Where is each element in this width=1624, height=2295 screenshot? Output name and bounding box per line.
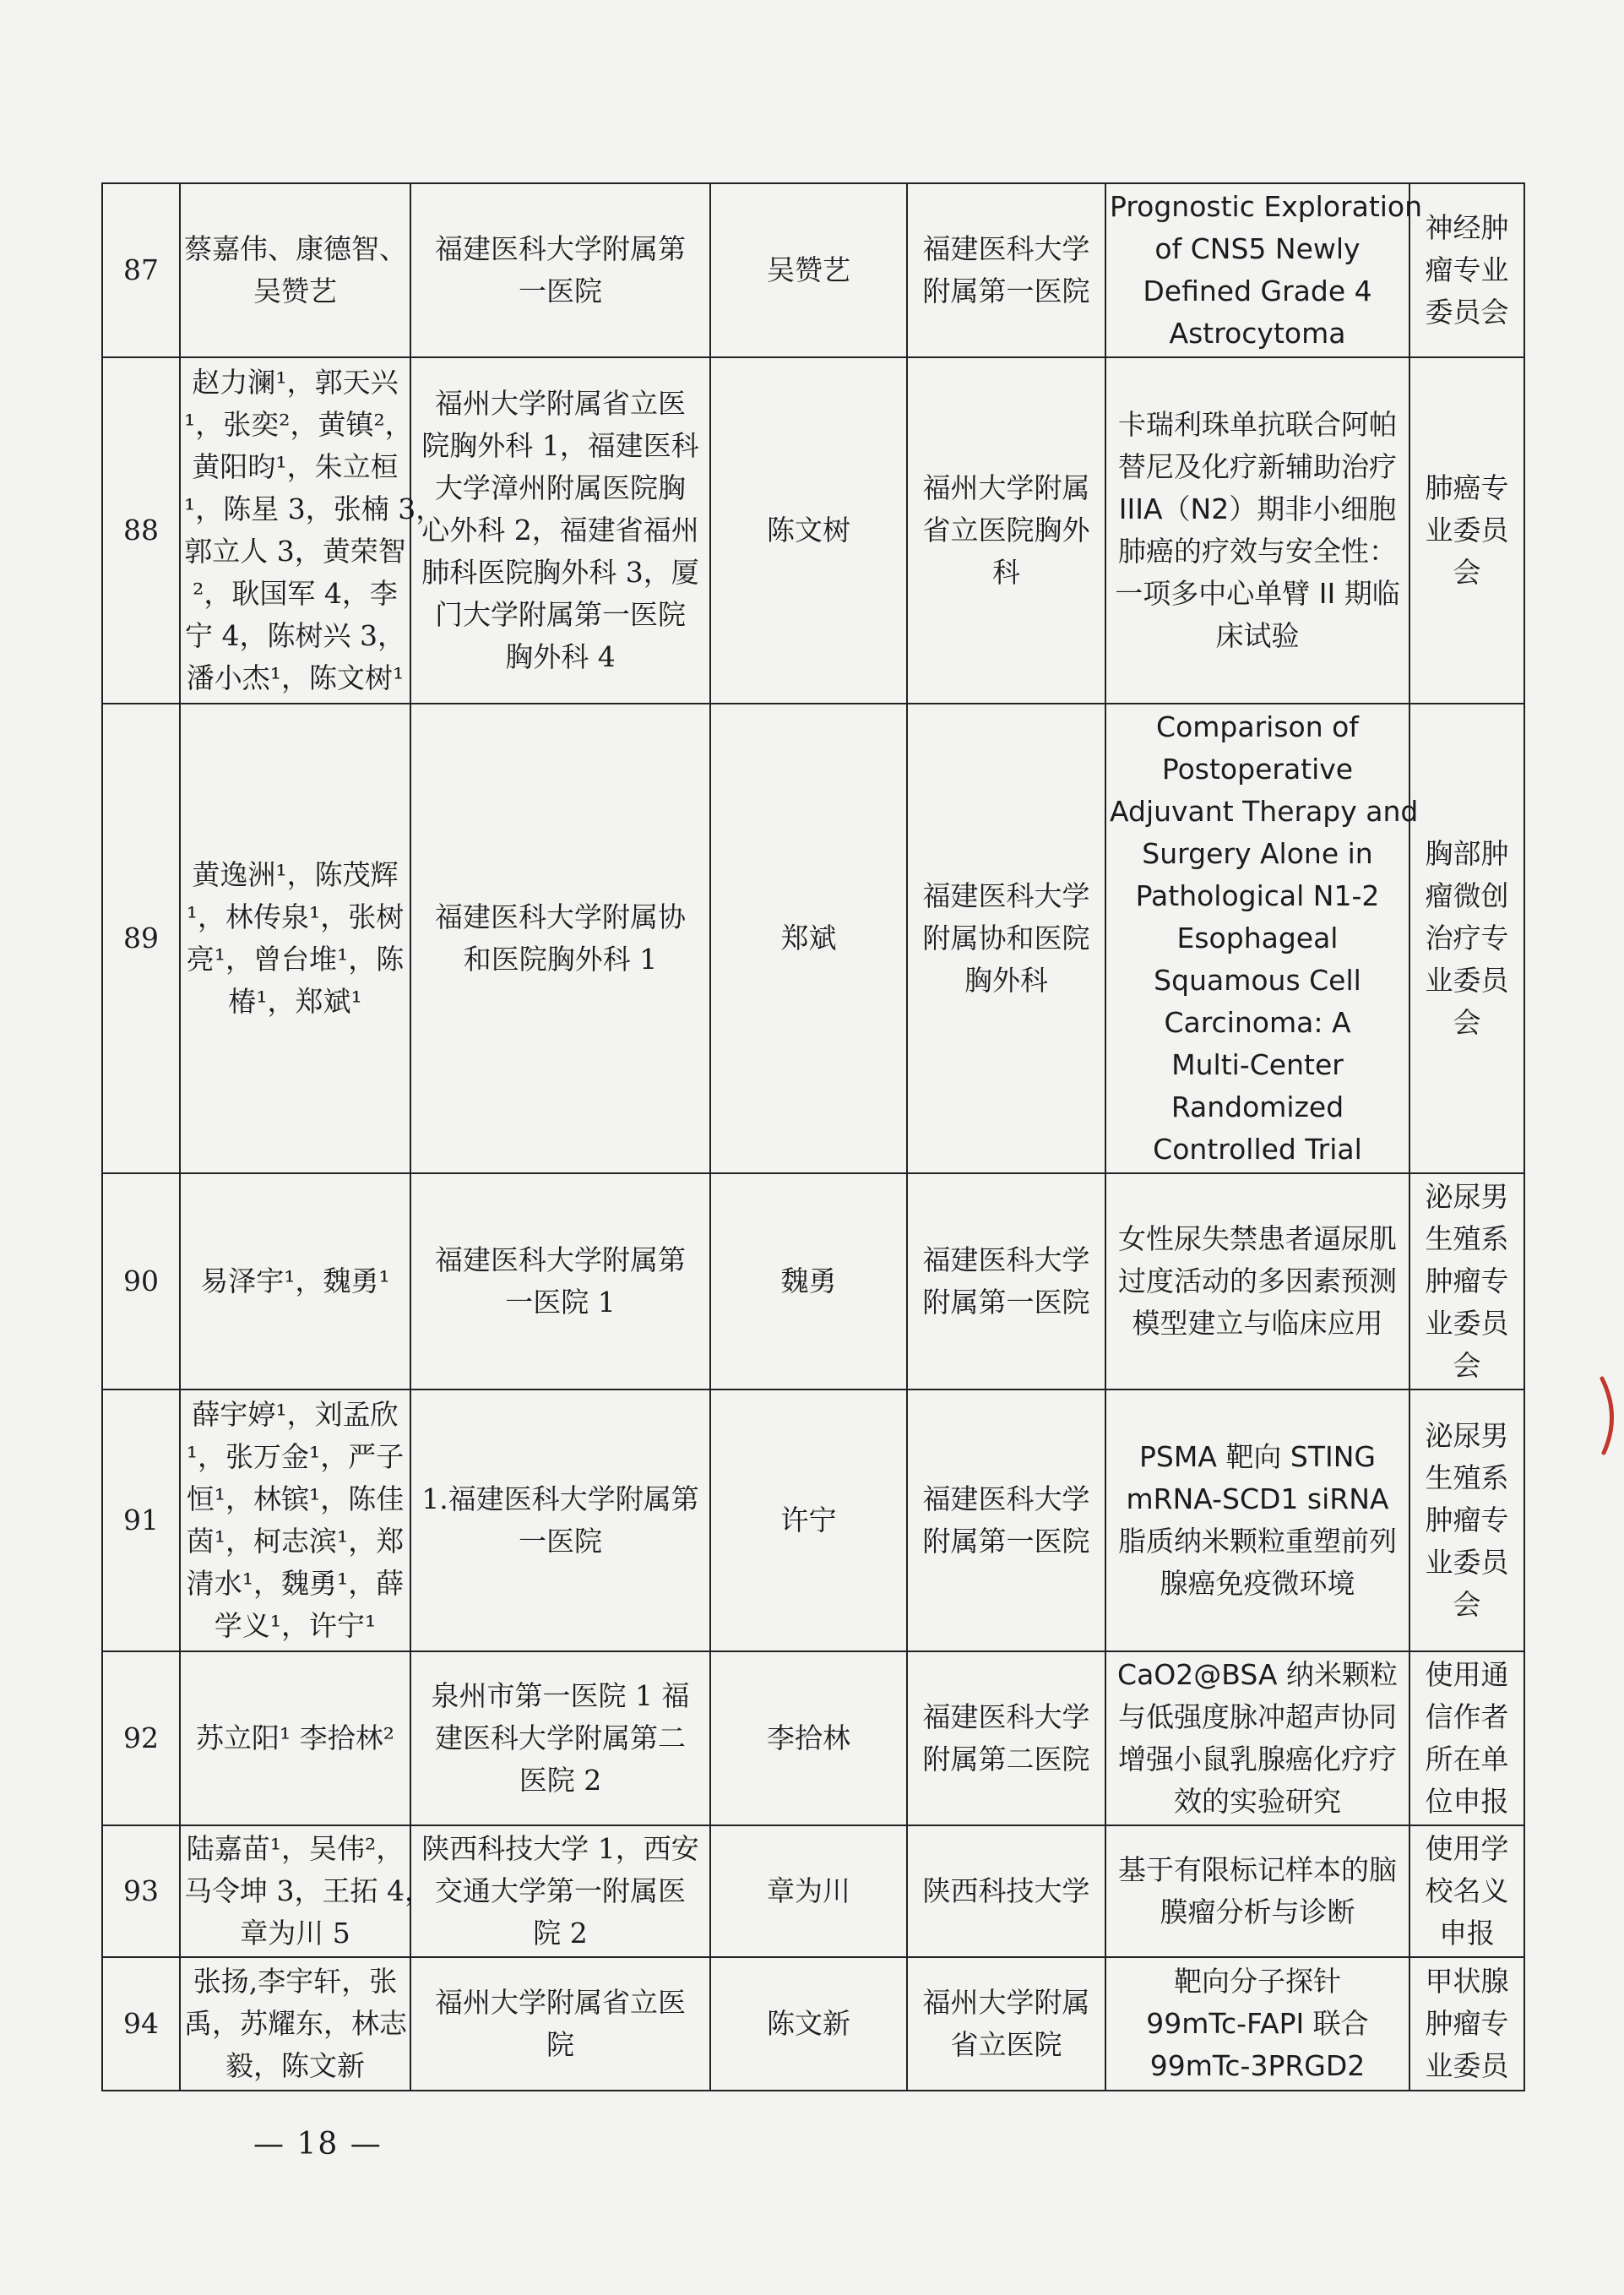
cell-line: 会	[1453, 1006, 1481, 1039]
cell-line: 福州大学附属	[922, 471, 1090, 504]
committee-cell	[1409, 1651, 1524, 1825]
cell-line: Controlled Trial	[1153, 1133, 1362, 1166]
corresponding-unit-cell	[907, 1173, 1105, 1390]
corresponding-author-cell	[710, 704, 907, 1173]
authors-cell	[180, 1173, 410, 1390]
paper-title-cell	[1105, 1957, 1409, 2091]
cell-line: 陈文树	[767, 514, 850, 547]
cell-line: 省立医院胸外	[922, 514, 1090, 547]
cell-line: 一医院 1	[505, 1286, 616, 1319]
cell-line: 吴赞艺	[253, 275, 337, 307]
cell-line: 门大学附属第一医院	[435, 598, 686, 631]
cell-line: 泌尿男	[1425, 1180, 1509, 1213]
cell-line: CaO2@BSA 纳米颗粒	[1117, 1658, 1398, 1691]
corresponding-author-cell	[710, 1825, 907, 1957]
cell-line: 附属第一医院	[922, 1525, 1090, 1558]
table-row	[102, 1825, 1524, 1957]
cell-line: 章为川 5	[240, 1917, 350, 1950]
cell-line: 治疗专	[1425, 922, 1509, 954]
cell-line: 瘤专业	[1425, 253, 1509, 286]
cell-line: 陕西科技大学 1，西安	[421, 1832, 699, 1865]
cell-line: 脂质纳米颗粒重塑前列	[1118, 1525, 1397, 1558]
cell-line: 郭立人 3，黄荣智	[184, 535, 406, 568]
cell-line: 福州大学附属	[922, 1986, 1090, 2019]
cell-line: 神经肿	[1425, 211, 1509, 244]
cell-line: 胸外科 4	[505, 640, 616, 673]
table-row	[102, 1173, 1524, 1390]
cell-line: 郑斌	[780, 922, 837, 954]
cell-line: 易泽宇¹，魏勇¹	[200, 1264, 390, 1297]
author-units-cell	[410, 1825, 710, 1957]
cell-line: Defined Grade 4	[1143, 275, 1372, 307]
corresponding-author-cell	[710, 1390, 907, 1651]
cell-line: 附属协和医院	[922, 922, 1090, 954]
cell-line: 1.福建医科大学附属第	[421, 1482, 699, 1515]
cell-line: 膜瘤分析与诊断	[1160, 1895, 1355, 1928]
committee-cell	[1409, 704, 1524, 1173]
table-row	[102, 357, 1524, 704]
table-row	[102, 183, 1524, 357]
cell-line: 福建医科大学	[922, 232, 1090, 265]
cell-line: 胸部肿	[1425, 837, 1509, 870]
cell-line: 委员会	[1425, 296, 1509, 329]
cell-line: 福州大学附属省立医	[435, 387, 686, 420]
corresponding-unit-cell	[907, 1825, 1105, 1957]
authors-cell	[180, 357, 444, 704]
cell-line: 肺癌专	[1425, 471, 1509, 504]
cell-line: 苏立阳¹ 李拾林²	[196, 1721, 394, 1754]
cell-line: 99mTc-3PRGD2	[1149, 2049, 1366, 2082]
cell-line: of CNS5 Newly	[1154, 232, 1361, 265]
cell-line: 陕西科技大学	[922, 1874, 1090, 1907]
cell-line: 肺癌的疗效与安全性：	[1118, 535, 1397, 568]
author-units-cell	[410, 704, 710, 1173]
cell-line: 申报	[1439, 1917, 1495, 1950]
cell-line: 靶向分子探针	[1174, 1965, 1341, 1998]
page-number: — 18 —	[253, 2127, 383, 2162]
cell-line: 肿瘤专	[1425, 2007, 1509, 2040]
cell-line: 亮¹，曾台堆¹，陈	[186, 943, 405, 976]
author-units-cell	[410, 183, 710, 357]
cell-line: 使用通	[1425, 1658, 1509, 1691]
cell-line: Adjuvant Therapy and	[1110, 795, 1419, 828]
corresponding-unit-cell	[907, 183, 1105, 357]
cell-line: 腺癌免疫微环境	[1160, 1567, 1355, 1600]
corresponding-unit-cell	[907, 357, 1105, 704]
authors-cell	[180, 704, 410, 1173]
cell-line: 医院 2	[519, 1764, 602, 1797]
cell-line: 所在单	[1425, 1743, 1509, 1776]
cell-line: 蔡嘉伟、康德智、	[184, 232, 407, 265]
corresponding-author-cell	[710, 1173, 907, 1390]
row-number: 92	[102, 1651, 180, 1825]
cell-line: 张扬,李宇轩，张	[193, 1965, 398, 1998]
cell-line: 女性尿失禁患者逼尿肌	[1118, 1222, 1397, 1255]
cell-line: 肺科医院胸外科 3，厦	[421, 556, 699, 589]
cell-line: 清水¹，魏勇¹，薛	[186, 1567, 405, 1600]
cell-line: 福建医科大学	[922, 879, 1090, 912]
cell-line: Pathological N1-2	[1135, 879, 1380, 912]
cell-line: 省立医院	[950, 2028, 1062, 2061]
paper-title-cell	[1105, 1651, 1409, 1825]
row-number: 89	[102, 704, 180, 1173]
corresponding-unit-cell	[907, 704, 1105, 1173]
corresponding-unit-cell	[907, 1390, 1105, 1651]
cell-line: ²，耿国军 4，李	[193, 577, 398, 610]
cell-line: ¹，陈星 3，张楠 3，	[184, 492, 444, 525]
cell-line: 院	[546, 2028, 574, 2061]
cell-line: 恒¹，林镔¹，陈佳	[186, 1482, 405, 1515]
cell-line: 肿瘤专	[1425, 1504, 1509, 1536]
cell-line: 肿瘤专	[1425, 1264, 1509, 1297]
cell-line: 效的实验研究	[1174, 1785, 1341, 1818]
cell-line: Carcinoma: A	[1164, 1006, 1351, 1039]
author-units-cell	[410, 1390, 710, 1651]
committee-cell	[1409, 1173, 1524, 1390]
corresponding-author-cell	[710, 183, 907, 357]
author-units-cell	[410, 357, 710, 704]
cell-line: 福建医科大学附属第	[435, 232, 686, 265]
cell-line: 院胸外科 1，福建医科	[421, 429, 699, 462]
cell-line: 陈文新	[767, 2007, 850, 2040]
corresponding-author-cell	[710, 1651, 907, 1825]
cell-line: 基于有限标记样本的脑	[1118, 1853, 1397, 1886]
authors-cell	[180, 183, 410, 357]
cell-line: 科	[992, 556, 1020, 589]
paper-title-cell	[1105, 1173, 1409, 1390]
table-row	[102, 1957, 1524, 2091]
row-number: 87	[102, 183, 180, 357]
row-number: 91	[102, 1390, 180, 1651]
row-number: 88	[102, 357, 180, 704]
cell-line: 附属第一医院	[922, 275, 1090, 307]
cell-line: Prognostic Exploration	[1110, 190, 1423, 223]
cell-line: 宁 4，陈树兴 3，	[185, 619, 405, 652]
cell-line: 黄阳昀¹，朱立桓	[192, 450, 399, 483]
committee-cell	[1409, 1390, 1524, 1651]
cell-line: 业委员	[1425, 1546, 1509, 1579]
cell-line: 一医院	[519, 275, 602, 307]
corresponding-author-cell	[710, 357, 907, 704]
cell-line: Surgery Alone in	[1142, 837, 1373, 870]
cell-line: 福建医科大学	[922, 1700, 1090, 1733]
cell-line: Randomized	[1170, 1090, 1344, 1123]
committee-cell	[1409, 1825, 1524, 1957]
cell-line: 福建医科大学附属协	[435, 900, 686, 933]
corresponding-unit-cell	[907, 1957, 1105, 2091]
cell-line: ¹，张奕²，黄镇²，	[184, 408, 413, 441]
cell-line: Squamous Cell	[1154, 964, 1361, 997]
cell-line: 章为川	[767, 1874, 850, 1907]
author-units-cell	[410, 1957, 710, 2091]
cell-line: 业委员	[1425, 964, 1509, 997]
cell-line: 替尼及化疗新辅助治疗	[1118, 450, 1397, 483]
cell-line: 赵力澜¹，郭天兴	[192, 366, 399, 399]
cell-line: 黄逸洲¹，陈茂辉	[192, 858, 399, 891]
cell-line: 许宁	[780, 1504, 837, 1536]
cell-line: 泌尿男	[1425, 1419, 1509, 1452]
cell-line: ¹，张万金¹，严子	[186, 1440, 405, 1473]
authors-cell	[180, 1825, 432, 1957]
paper-title-cell	[1105, 704, 1419, 1173]
cell-line: 增强小鼠乳腺癌化疗疗	[1118, 1743, 1397, 1776]
authors-cell	[180, 1957, 410, 2091]
row-number: 90	[102, 1173, 180, 1390]
cell-line: 茵¹，柯志滨¹，郑	[186, 1525, 405, 1558]
cell-line: 附属第一医院	[922, 1286, 1090, 1319]
cell-line: 位申报	[1425, 1785, 1509, 1818]
cell-line: 会	[1453, 556, 1481, 589]
cell-line: Astrocytoma	[1169, 317, 1346, 350]
cell-line: 李拾林	[767, 1721, 850, 1754]
cell-line: 潘小杰¹，陈文树¹	[186, 661, 405, 694]
cell-line: 瘤微创	[1425, 879, 1509, 912]
committee-cell	[1409, 1957, 1524, 2091]
cell-line: 建医科大学附属第二	[435, 1721, 686, 1754]
committee-cell	[1409, 357, 1524, 704]
cell-line: 信作者	[1425, 1700, 1509, 1733]
paper-title-cell	[1105, 1390, 1409, 1651]
authors-cell	[180, 1651, 410, 1825]
cell-line: 99mTc-FAPI 联合	[1146, 2007, 1369, 2040]
cell-line: 福建医科大学	[922, 1243, 1090, 1276]
cell-line: 福建医科大学附属第	[435, 1243, 686, 1276]
paper-title-cell	[1105, 1825, 1409, 1957]
cell-line: 过度活动的多因素预测	[1118, 1264, 1397, 1297]
award-table	[101, 182, 1525, 2091]
cell-line: 禹，苏耀东，林志	[184, 2007, 407, 2040]
cell-line: 泉州市第一医院 1 福	[431, 1679, 690, 1712]
table-row	[102, 704, 1524, 1173]
cell-line: 一项多中心单臂 II 期临	[1115, 577, 1400, 610]
committee-cell	[1409, 183, 1524, 357]
cell-line: 使用学	[1425, 1832, 1509, 1865]
cell-line: 魏勇	[780, 1264, 837, 1297]
cell-line: 会	[1453, 1349, 1481, 1382]
row-number: 93	[102, 1825, 180, 1957]
cell-line: 大学漳州附属医院胸	[435, 471, 686, 504]
cell-line: 椿¹，郑斌¹	[228, 985, 362, 1018]
cell-line: IIIA（N2）期非小细胞	[1118, 492, 1397, 525]
row-number: 94	[102, 1957, 180, 2091]
cell-line: 一医院	[519, 1525, 602, 1558]
corresponding-unit-cell	[907, 1651, 1105, 1825]
cell-line: 薛宇婷¹，刘孟欣	[192, 1398, 399, 1431]
corresponding-author-cell	[710, 1957, 907, 2091]
cell-line: 交通大学第一附属医	[435, 1874, 686, 1907]
cell-line: 学义¹，许宁¹	[214, 1609, 377, 1642]
cell-line: 会	[1453, 1588, 1481, 1621]
cell-line: Multi-Center	[1171, 1048, 1344, 1081]
table-row	[102, 1390, 1524, 1651]
authors-cell	[180, 1390, 410, 1651]
cell-line: 生殖系	[1425, 1222, 1509, 1255]
cell-line: 马令坤 3，王拓 4，	[184, 1874, 432, 1907]
paper-title-cell	[1105, 183, 1423, 357]
table-row	[102, 1651, 1524, 1825]
cell-line: 生殖系	[1425, 1461, 1509, 1494]
red-margin-mark	[1599, 1377, 1624, 1455]
cell-line: Postoperative	[1161, 753, 1354, 786]
cell-line: 校名义	[1425, 1874, 1509, 1907]
cell-line: mRNA-SCD1 siRNA	[1126, 1482, 1389, 1515]
cell-line: 心外科 2，福建省福州	[421, 514, 699, 547]
cell-line: 模型建立与临床应用	[1132, 1307, 1383, 1340]
cell-line: 卡瑞利珠单抗联合阿帕	[1118, 408, 1397, 441]
cell-line: 陆嘉苗¹，吴伟²，	[186, 1832, 405, 1865]
cell-line: 甲状腺	[1425, 1965, 1509, 1998]
cell-line: 吴赞艺	[767, 253, 850, 286]
cell-line: 胸外科	[964, 964, 1048, 997]
cell-line: 和医院胸外科 1	[463, 943, 658, 976]
cell-line: 福州大学附属省立医	[435, 1986, 686, 2019]
author-units-cell	[410, 1173, 710, 1390]
cell-line: ¹，林传泉¹，张树	[186, 900, 405, 933]
cell-line: Comparison of	[1156, 710, 1359, 743]
cell-line: 业委员	[1425, 514, 1509, 547]
cell-line: 院 2	[533, 1917, 588, 1950]
paper-title-cell	[1105, 357, 1409, 704]
cell-line: 福建医科大学	[922, 1482, 1090, 1515]
cell-line: 业委员	[1425, 2049, 1509, 2082]
author-units-cell	[410, 1651, 710, 1825]
cell-line: 床试验	[1215, 619, 1300, 652]
cell-line: 与低强度脉冲超声协同	[1118, 1700, 1397, 1733]
cell-line: PSMA 靶向 STING	[1139, 1440, 1376, 1473]
cell-line: 附属第二医院	[922, 1743, 1090, 1776]
cell-line: 业委员	[1425, 1307, 1509, 1340]
cell-line: 毅，陈文新	[225, 2049, 365, 2082]
cell-line: Esophageal	[1176, 922, 1339, 954]
